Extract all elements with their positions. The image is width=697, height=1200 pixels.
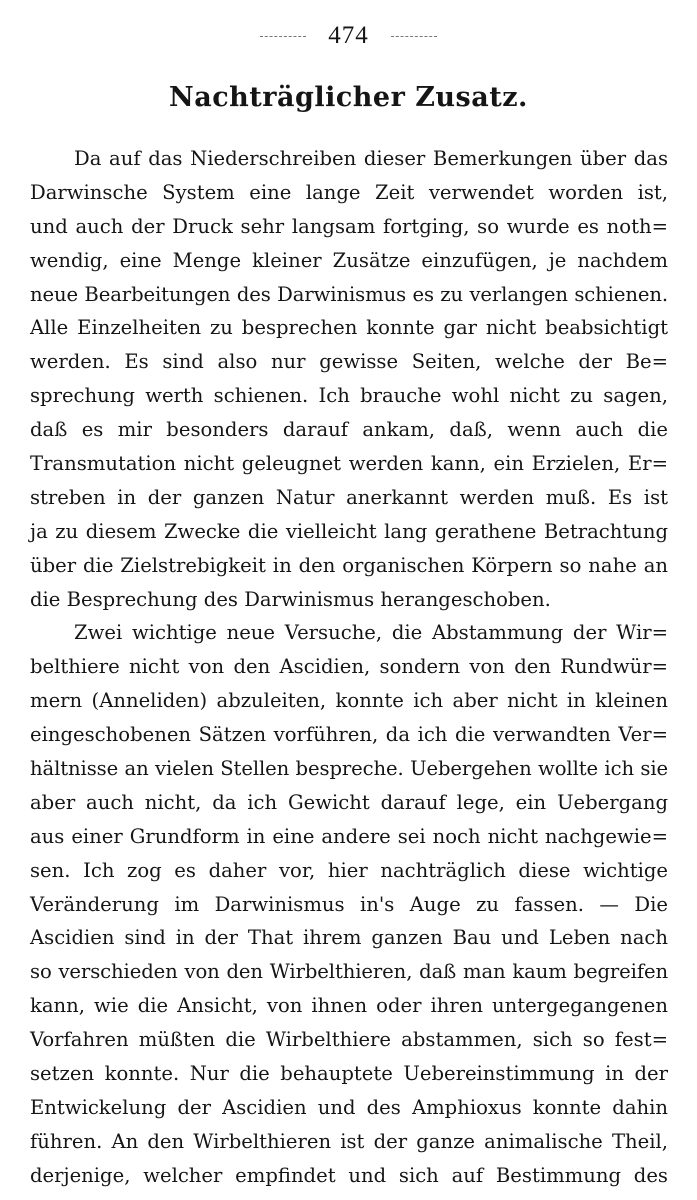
text-line: mern (Anneliden) abzuleiten, konnte ich aber nicht in kleinen [30,689,668,713]
text-line: aber auch nicht, da ich Gewicht darauf lege, ein Uebergang [30,790,668,814]
text-line: führen. An den Wirbelthieren ist der ganze animalische Theil, [30,1129,668,1153]
text-line: hältnisse an vielen Stellen bespreche. Uebergehen wollte ich sie [30,757,668,781]
body-text [30,142,668,1193]
header-rule-left [260,36,306,37]
text-line: werden. Es sind also nur gewisse Seiten, welche der Be= [30,350,668,374]
text-line: über die Zielstrebigkeit in den organischen Körpern so nahe an [30,553,668,577]
text-line: Da auf das Niederschreiben dieser Bemerkungen über das [74,147,668,170]
text-line: sprechung werth schienen. Ich brauche wohl nicht zu sagen, [30,384,668,408]
paragraph-2 [30,616,668,1192]
text-line: wendig, eine Menge kleiner Zusätze einzufügen, je nachdem [30,248,668,272]
header-rule-right [391,36,437,37]
page-header [0,16,697,56]
text-line: aus einer Grundform in eine andere sei noch nicht nachgewie= [30,824,668,848]
text-line: Transmutation nicht geleugnet werden kann, ein Erzielen, Er= [30,452,668,476]
text-line: Veränderung im Darwinismus in's Auge zu fassen. — Die [30,892,668,916]
text-line: ja zu diesem Zwecke die vielleicht lang gerathene Betrachtung [30,519,668,543]
text-line: setzen konnte. Nur die behauptete Uebereinstimmung in der [30,1062,668,1086]
text-line: Vorfahren müßten die Wirbelthiere abstammen, sich so fest= [30,1028,668,1052]
text-line: belthiere nicht von den Ascidien, sondern von den Rundwür= [30,655,668,679]
text-line: derjenige, welcher empfindet und sich auf Bestimmung des [30,1163,668,1187]
text-line: daß es mir besonders darauf ankam, daß, wenn auch die [30,418,668,442]
text-line: neue Bearbeitungen des Darwinismus es zu verlangen schienen. [30,282,668,306]
text-line: die Besprechung des Darwinismus herangeschoben. [30,587,551,611]
section-heading: Nachträglicher Zusatz. [169,82,528,113]
text-line: Ascidien sind in der That ihrem ganzen Bau und Leben nach [30,926,668,950]
text-line: sen. Ich zog es daher vor, hier nachträglich diese wichtige [30,858,668,882]
text-line: Darwinsche System eine lange Zeit verwendet worden ist, [30,180,668,204]
text-line: Alle Einzelheiten zu besprechen konnte gar nicht beabsichtigt [30,316,668,340]
text-line: eingeschobenen Sätzen vorführen, da ich die verwandten Ver= [30,723,668,747]
text-line: kann, wie die Ansicht, von ihnen oder ihren untergegangenen [30,994,668,1018]
page-number: 474 [328,22,369,49]
text-line: Entwickelung der Ascidien und des Amphioxus konnte dahin [30,1095,668,1119]
text-line: so verschieden von den Wirbelthieren, daß man kaum begreifen [30,960,668,984]
text-line: streben in der ganzen Natur anerkannt werden muß. Es ist [30,485,668,509]
paragraph-1 [30,142,668,616]
text-line: und auch der Druck sehr langsam fortging, so wurde es noth= [30,214,668,238]
text-line: Zwei wichtige neue Versuche, die Abstammung der Wir= [74,621,668,645]
